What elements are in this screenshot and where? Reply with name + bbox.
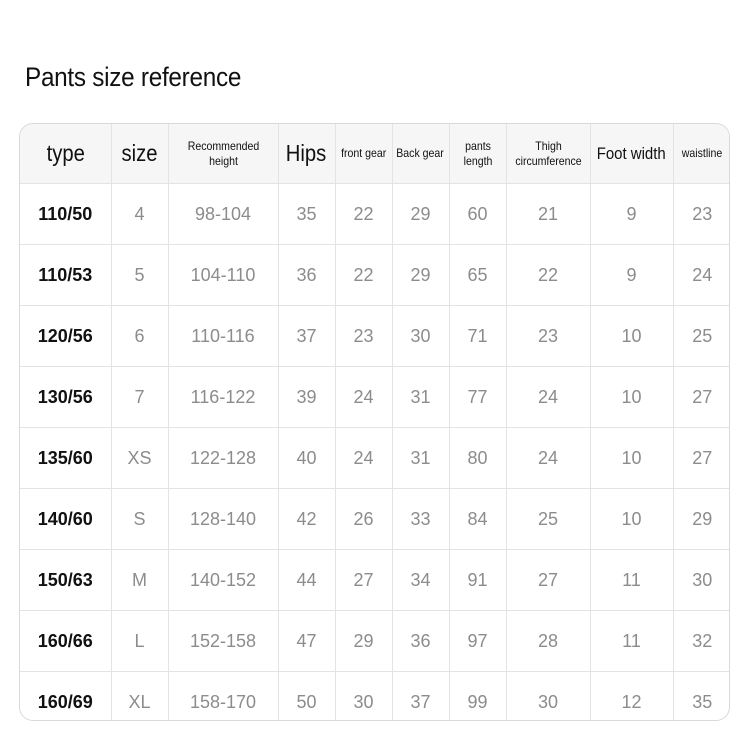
- table-row: [20, 306, 730, 367]
- table-cell: 80: [449, 428, 506, 489]
- table-cell: 91: [449, 550, 506, 611]
- table-cell: 28: [506, 611, 590, 672]
- table-cell: 23: [506, 306, 590, 367]
- type-cell: 160/66: [20, 611, 111, 672]
- table-cell: 10: [590, 367, 673, 428]
- table-row: [20, 611, 730, 672]
- table-cell: 60: [449, 184, 506, 245]
- header-recommended-height: Recommended height: [168, 124, 278, 184]
- table-cell: 122-128: [168, 428, 278, 489]
- table-cell: 10: [590, 489, 673, 550]
- table-cell: 116-122: [168, 367, 278, 428]
- header-size: size: [111, 124, 168, 184]
- table-cell: 23: [335, 306, 392, 367]
- table-cell: 42: [278, 489, 335, 550]
- table-cell: 39: [278, 367, 335, 428]
- table-cell: 25: [506, 489, 590, 550]
- size-table: [20, 124, 730, 721]
- table-cell: XL: [111, 672, 168, 722]
- table-cell: 47: [278, 611, 335, 672]
- table-cell: 10: [590, 306, 673, 367]
- table-cell: 31: [392, 428, 449, 489]
- table-cell: 25: [673, 306, 730, 367]
- table-body: [20, 184, 730, 722]
- type-cell: 160/69: [20, 672, 111, 722]
- table-cell: 71: [449, 306, 506, 367]
- table-cell: 29: [673, 489, 730, 550]
- table-cell: 21: [506, 184, 590, 245]
- type-cell: 135/60: [20, 428, 111, 489]
- table-cell: 77: [449, 367, 506, 428]
- header-type: type: [20, 124, 111, 184]
- table-cell: 27: [506, 550, 590, 611]
- table-cell: 152-158: [168, 611, 278, 672]
- table-cell: L: [111, 611, 168, 672]
- header-waistline: waistline: [673, 124, 730, 184]
- table-cell: 99: [449, 672, 506, 722]
- type-cell: 110/53: [20, 245, 111, 306]
- table-cell: 27: [335, 550, 392, 611]
- table-cell: 65: [449, 245, 506, 306]
- table-cell: 50: [278, 672, 335, 722]
- table-cell: 35: [278, 184, 335, 245]
- table-cell: 26: [335, 489, 392, 550]
- page-title: Pants size reference: [25, 62, 242, 92]
- table-cell: 24: [673, 245, 730, 306]
- table-cell: 31: [392, 367, 449, 428]
- table-cell: 84: [449, 489, 506, 550]
- table-cell: 12: [590, 672, 673, 722]
- table-cell: 24: [335, 428, 392, 489]
- table-cell: 104-110: [168, 245, 278, 306]
- table-cell: 9: [590, 184, 673, 245]
- table-cell: 22: [335, 184, 392, 245]
- table-cell: 22: [506, 245, 590, 306]
- table-cell: 11: [590, 550, 673, 611]
- header-front-gear: front gear: [335, 124, 392, 184]
- table-row: [20, 428, 730, 489]
- table-row: [20, 489, 730, 550]
- type-cell: 130/56: [20, 367, 111, 428]
- header-hips: Hips: [278, 124, 335, 184]
- type-cell: 150/63: [20, 550, 111, 611]
- table-cell: S: [111, 489, 168, 550]
- table-cell: 37: [278, 306, 335, 367]
- table-cell: 98-104: [168, 184, 278, 245]
- table-row: [20, 672, 730, 722]
- table-cell: 32: [673, 611, 730, 672]
- table-cell: 29: [392, 184, 449, 245]
- type-cell: 110/50: [20, 184, 111, 245]
- header-thigh-circumference: Thigh circumference: [506, 124, 590, 184]
- table-cell: 29: [392, 245, 449, 306]
- type-cell: 120/56: [20, 306, 111, 367]
- header-back-gear: Back gear: [392, 124, 449, 184]
- table-cell: 37: [392, 672, 449, 722]
- type-cell: 140/60: [20, 489, 111, 550]
- table-cell: 36: [392, 611, 449, 672]
- table-cell: 9: [590, 245, 673, 306]
- table-cell: 30: [335, 672, 392, 722]
- table-cell: 24: [335, 367, 392, 428]
- table-cell: 7: [111, 367, 168, 428]
- table-cell: 5: [111, 245, 168, 306]
- table-cell: 23: [673, 184, 730, 245]
- header-row: [20, 124, 730, 184]
- table-cell: 36: [278, 245, 335, 306]
- table-cell: 44: [278, 550, 335, 611]
- table-cell: 34: [392, 550, 449, 611]
- table-cell: 30: [673, 550, 730, 611]
- table-cell: 29: [335, 611, 392, 672]
- table-cell: 4: [111, 184, 168, 245]
- table-cell: 27: [673, 428, 730, 489]
- table-cell: 140-152: [168, 550, 278, 611]
- table-cell: 40: [278, 428, 335, 489]
- header-foot-width: Foot width: [590, 124, 673, 184]
- header-pants-length: pants length: [449, 124, 506, 184]
- table-row: [20, 245, 730, 306]
- table-cell: 6: [111, 306, 168, 367]
- table-row: [20, 550, 730, 611]
- table-cell: XS: [111, 428, 168, 489]
- table-cell: 30: [506, 672, 590, 722]
- table-row: [20, 184, 730, 245]
- table-cell: 10: [590, 428, 673, 489]
- table-cell: 11: [590, 611, 673, 672]
- table-cell: 24: [506, 428, 590, 489]
- table-cell: 35: [692, 691, 713, 712]
- table-cell: 30: [392, 306, 449, 367]
- table-cell: 128-140: [168, 489, 278, 550]
- table-cell: 158-170: [168, 672, 278, 722]
- table-cell: 27: [673, 367, 730, 428]
- table-cell: 33: [392, 489, 449, 550]
- size-table-container: [19, 123, 730, 721]
- table-cell: 97: [449, 611, 506, 672]
- table-cell: 22: [335, 245, 392, 306]
- table-cell: M: [111, 550, 168, 611]
- table-cell: 110-116: [168, 306, 278, 367]
- table-cell: 24: [506, 367, 590, 428]
- table-row: [20, 367, 730, 428]
